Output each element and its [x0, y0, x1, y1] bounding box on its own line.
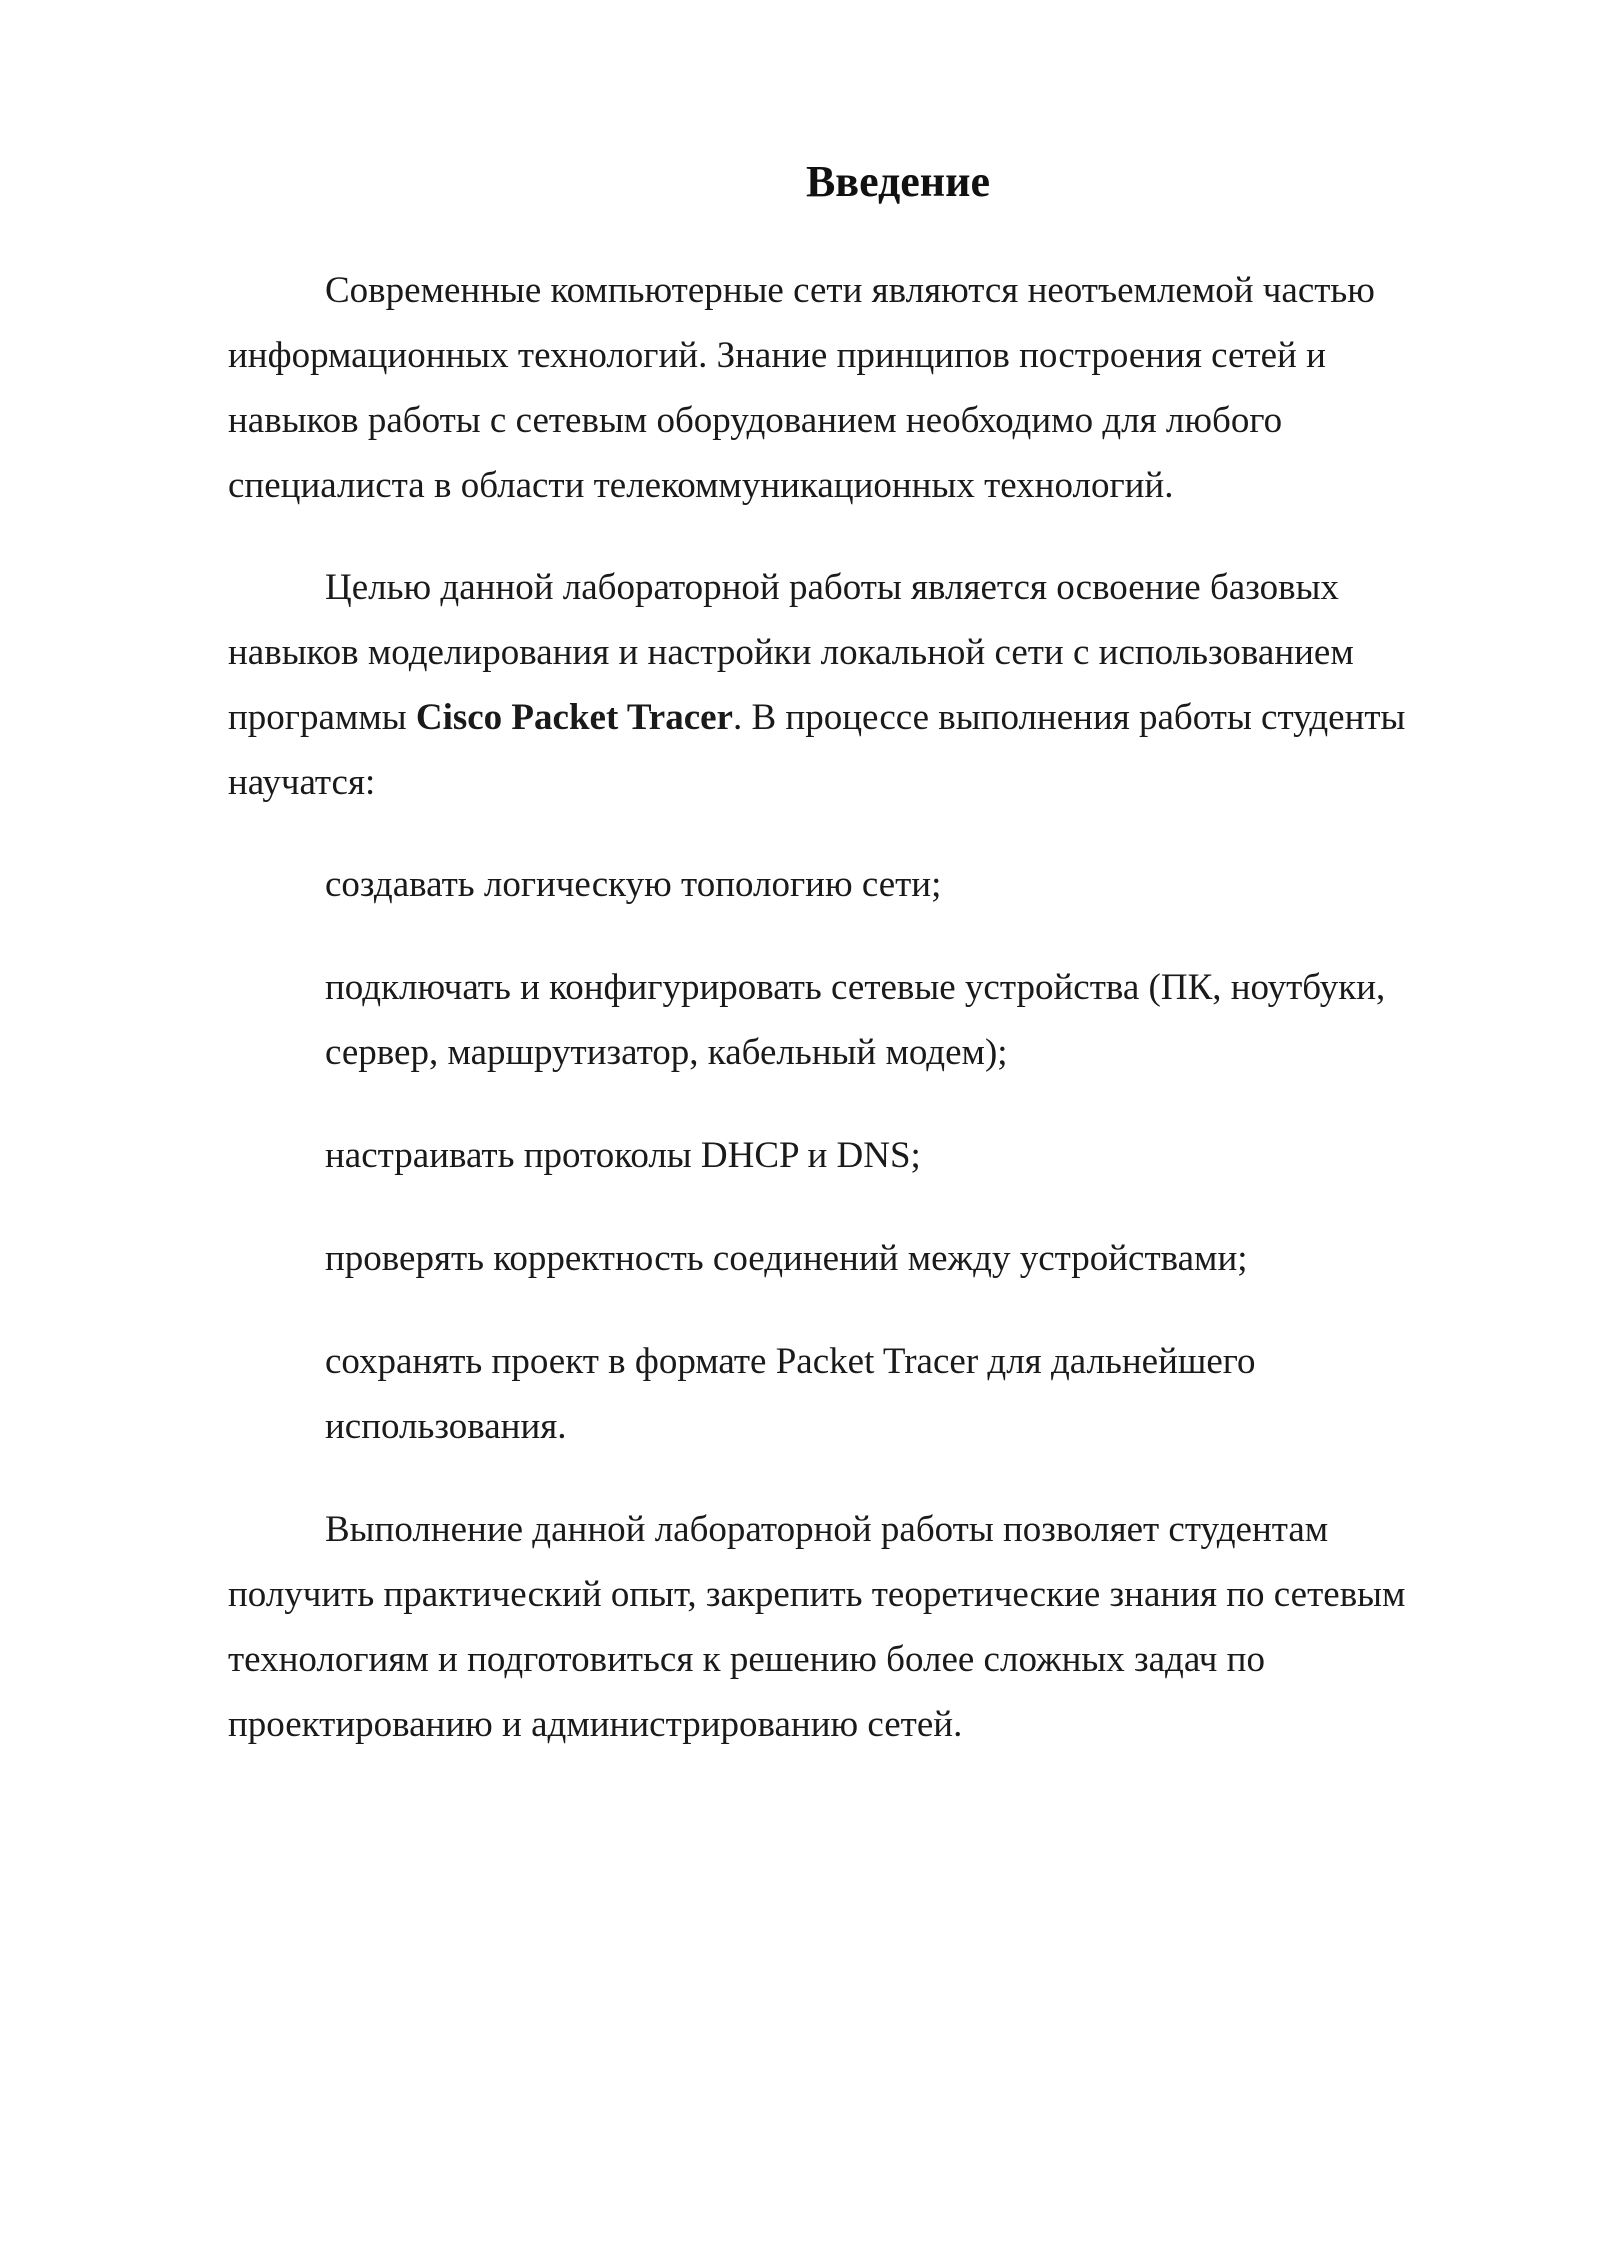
paragraph-2-text-end: . В процессе выполнения работы студенты научатся: — [228, 697, 1406, 803]
page-title: Введение — [805, 157, 991, 206]
list-item: настраивать протоколы DHCP и DNS; — [325, 1135, 921, 1176]
list-item: создавать логическую топологию сети; — [325, 864, 942, 905]
document-body — [228, 146, 1438, 1757]
list-item: проверять корректность соединений между устройствами; — [325, 1238, 1248, 1279]
skills-list — [228, 852, 1438, 1459]
intro-paragraph-3: Выполнение данной лабораторной работы позволяет студентам получить практический опыт, закрепить теоретические знания по сетевым технологиям и подготовиться к решению более сложных задач по проектированию и администрированию сетей. — [228, 1509, 1406, 1745]
list-item: сохранять проект в формате Packet Tracer для дальнейшего использования. — [325, 1341, 1256, 1447]
software-name-bold: Cisco Packet Tracer — [415, 697, 733, 738]
intro-paragraph-2 — [228, 555, 1438, 815]
list-item: подключать и конфигурировать сетевые устройства (ПК, ноутбуки, сервер, маршрутизатор, кабельный модем); — [325, 967, 1386, 1073]
paragraph-2-text-start: Целью данной лабораторной работы является освоение базовых навыков моделирования и настройки локальной сети с использованием программы — [228, 567, 1354, 738]
intro-paragraph-1: Современные компьютерные сети являются неотъемлемой частью информационных технологий. Знание принципов построения сетей и навыков работы с сетевым оборудованием необходимо для любого специалиста в области телекоммуникационных технологий. — [228, 270, 1375, 506]
